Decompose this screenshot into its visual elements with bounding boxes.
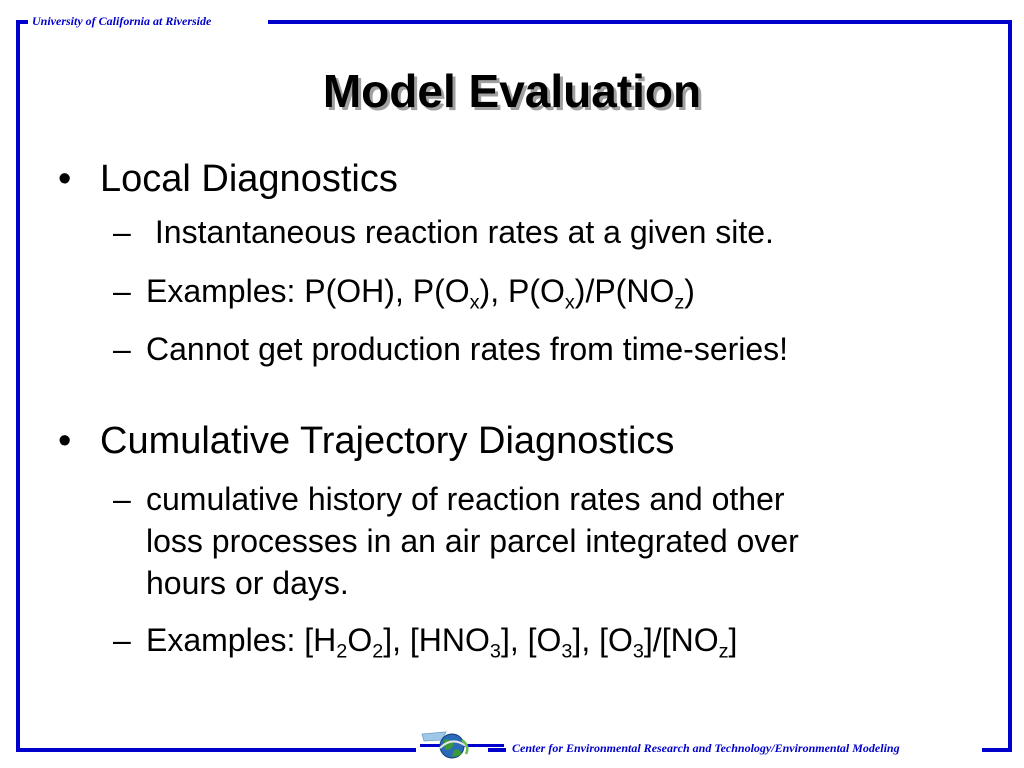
sub-item-cumulative-history [113,478,799,604]
sub-item-examples-cumulative [113,619,737,661]
bullet-glyph: • [58,158,72,200]
frame-bottom-left [16,748,416,752]
sub-item-text: )/P(NO [574,273,675,309]
sub-item-text: ]/[NO [643,622,719,658]
sub-item-text: ], [O [500,622,562,658]
bullet-glyph: • [58,420,72,462]
subscript: 3 [489,640,501,663]
sub-item-text: loss processes in an air parcel integrated over [146,523,799,559]
sub-item-text: Examples: P(OH), P(O [146,273,470,309]
dash-glyph: – [113,214,131,250]
sub-item-text: ), P(O [479,273,565,309]
sub-item-text: cumulative history of reaction rates and other [146,481,785,517]
subscript: 3 [561,640,573,663]
page-title: Model Evaluation [322,65,702,117]
sub-item-text: Examples: [H [146,622,337,658]
dash-glyph: – [113,481,131,517]
sub-item-text: Instantaneous reaction rates at a given site. [146,214,774,250]
sub-item-text: hours or days. [146,565,349,601]
frame-left [16,20,20,752]
sub-item-cannot-get [113,328,788,370]
sub-item-text: ) [684,273,695,309]
sub-item-text: ], [O [572,622,633,658]
sub-item-instantaneous [113,211,774,253]
bullet-text: Local Diagnostics [100,158,398,200]
dash-glyph: – [113,331,131,367]
subscript: 3 [632,640,644,663]
frame-right [1008,20,1012,752]
subscript: x [469,291,480,314]
bullet-text: Cumulative Trajectory Diagnostics [100,420,675,462]
sub-item-text: O [347,622,373,658]
bullet-cumulative-diagnostics [58,420,674,463]
subscript: 2 [336,640,348,663]
sub-item-text: Cannot get production rates from time-series! [146,331,789,367]
globe-logo-icon [416,728,506,762]
bullet-local-diagnostics [58,158,398,201]
dash-glyph: – [113,273,131,309]
subscript: z [674,291,685,314]
frame-bottom-right [982,748,1012,752]
subscript: z [718,640,729,663]
subscript: 2 [372,640,384,663]
dash-glyph: – [113,622,131,658]
sub-item-text: ], [HNO [383,622,490,658]
frame-top-right [268,20,1012,24]
footer-org: Center for Environmental Research and Technology/Environmental Modeling [512,741,900,755]
sub-item-examples-local [113,270,695,312]
subscript: x [564,291,575,314]
header-org: University of California at Riverside [32,14,212,28]
sub-item-text: ] [728,622,738,658]
